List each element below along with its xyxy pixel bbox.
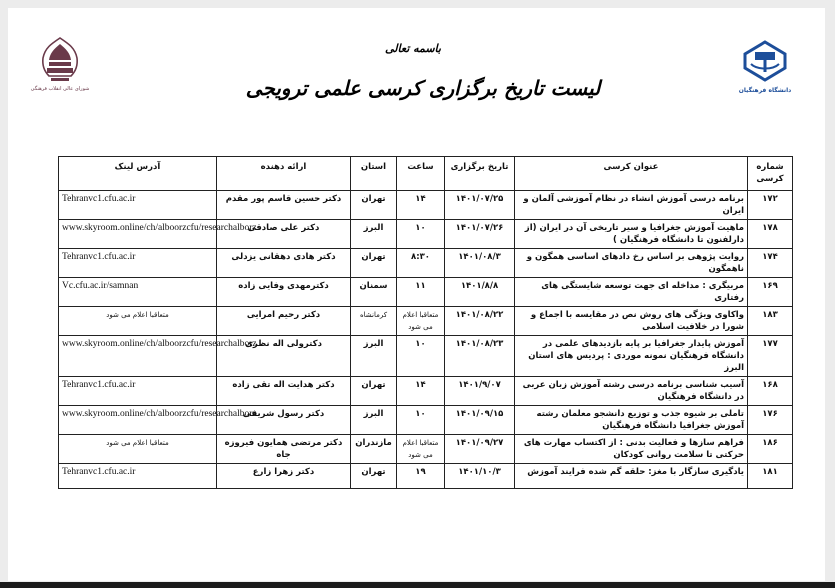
cell-number: ۱۷۶ [748,406,793,435]
cell-number: ۱۶۹ [748,278,793,307]
cell-title: فراهم سازها و فعالیت بدنی : از اکتساب مهارت های حرکتی تا سلامت روانی کودکان [515,435,748,464]
cell-link[interactable]: Tehranvc1.cfu.ac.ir [59,191,217,220]
cell-date: ۱۴۰۱/۰۷/۲۵ [445,191,515,220]
cell-number: ۱۶۸ [748,377,793,406]
cell-time: ۸:۳۰ [397,249,445,278]
cell-time: متعاقبا اعلام می شود [397,307,445,336]
cell-title: تاملی بر شیوه جذب و توزیع دانشجو معلمان رشته آموزش جغرافیا دانشگاه فرهنگیان [515,406,748,435]
cell-link[interactable]: Tehranvc1.cfu.ac.ir [59,249,217,278]
cell-presenter: دکتر زهرا زارع [217,464,351,489]
cell-title: یادگیری سازگار با مغز: حلقه گم شده فرایند آموزش [515,464,748,489]
cell-link[interactable]: Vc.cfu.ac.ir/samnan [59,278,217,307]
cell-date: ۱۴۰۱/۰۹/۲۷ [445,435,515,464]
cell-link: متعاقبا اعلام می شود [59,307,217,336]
cell-date: ۱۴۰۱/۹/۰۷ [445,377,515,406]
table-row [59,435,793,464]
cell-title: آموزش پایدار جغرافیا بر پایه بازدیدهای علمی در دانشگاه فرهنگیان نمونه موردی : پردیس های استان البرز [515,336,748,377]
cell-province: البرز [351,220,397,249]
table-row [59,278,793,307]
cell-time: ۱۱ [397,278,445,307]
cell-number: ۱۷۲ [748,191,793,220]
cell-number: ۱۷۸ [748,220,793,249]
header-province: استان [351,157,397,191]
cell-province: سمنان [351,278,397,307]
document-page [8,8,825,581]
cell-presenter: دکتر هدایت اله تقی زاده [217,377,351,406]
table-row [59,191,793,220]
cell-time: ۱۰ [397,220,445,249]
cell-link[interactable]: www.skyroom.online/ch/alboorzcfu/researchalborz [59,220,217,249]
table-row [59,249,793,278]
cell-time: متعاقبا اعلام می شود [397,435,445,464]
cell-number: ۱۸۳ [748,307,793,336]
cell-link: متعاقبا اعلام می شود [59,435,217,464]
cell-link[interactable]: www.skyroom.online/ch/alboorzcfu/researchalborz [59,336,217,377]
cell-date: ۱۴۰۱/۰۸/۳ [445,249,515,278]
cell-date: ۱۴۰۱/۸/۸ [445,278,515,307]
cell-time: ۱۴ [397,377,445,406]
cell-presenter: دکتر مرتضی همایون فیروزه جاه [217,435,351,464]
cell-number: ۱۷۴ [748,249,793,278]
table-row [59,220,793,249]
header-title: عنوان کرسی [515,157,748,191]
cell-date: ۱۴۰۱/۰۹/۱۵ [445,406,515,435]
cell-province: کرمانشاه [351,307,397,336]
svg-text:دانشگاه فرهنگیان: دانشگاه فرهنگیان [738,87,792,94]
university-logo [738,38,792,98]
cell-province: مازندران [351,435,397,464]
basmala: باسمه تعالی [385,42,441,55]
cell-presenter: دکترمهدی وفایی زاده [217,278,351,307]
cell-title: برنامه درسی آموزش انشاء در نظام آموزشی آلمان و ایران [515,191,748,220]
header-number: شماره کرسی [748,157,793,191]
table-row [59,377,793,406]
svg-text:شورای عالی انقلاب فرهنگی: شورای عالی انقلاب فرهنگی [30,86,90,92]
table-row [59,406,793,435]
cell-province: البرز [351,336,397,377]
cell-link[interactable]: www.skyroom.online/ch/alboorzcfu/researchalborz [59,406,217,435]
header-presenter: ارائه دهنده [217,157,351,191]
cell-title: آسیب شناسی برنامه درسی رشته آموزش زبان عربی در دانشگاه فرهنگیان [515,377,748,406]
cell-number: ۱۸۶ [748,435,793,464]
table-header-row [59,157,793,191]
table-row [59,336,793,377]
cell-province: تهران [351,464,397,489]
header-time: ساعت [397,157,445,191]
table-row [59,307,793,336]
cell-date: ۱۴۰۱/۰۸/۲۳ [445,336,515,377]
cell-title: مربیگری : مداخله ای جهت توسعه شایستگی های رفتاری [515,278,748,307]
cell-number: ۱۷۷ [748,336,793,377]
cell-province: تهران [351,249,397,278]
page-title: لیست تاریخ برگزاری کرسی علمی ترویجی [245,76,601,100]
header-link: آدرس لینک [59,157,217,191]
cell-date: ۱۴۰۱/۰۸/۲۲ [445,307,515,336]
table-row [59,464,793,489]
cell-presenter: دکتر علی صادقی [217,220,351,249]
cell-presenter: دکتر رسول شریفی [217,406,351,435]
cell-time: ۱۰ [397,336,445,377]
cell-presenter: دکتر هادی دهقانی یزدلی [217,249,351,278]
schedule-table-wrapper [58,156,792,489]
schedule-table [58,156,793,489]
cell-date: ۱۴۰۱/۱۰/۳ [445,464,515,489]
header-date: تاریخ برگزاری [445,157,515,191]
cell-time: ۱۴ [397,191,445,220]
cell-presenter: دکتر رحیم امرایی [217,307,351,336]
cell-title: واکاوی ویژگی های روش نص در مقایسه با اجماع و شورا در خلافیت اسلامی [515,307,748,336]
cell-number: ۱۸۱ [748,464,793,489]
cell-province: البرز [351,406,397,435]
cell-time: ۱۹ [397,464,445,489]
cell-date: ۱۴۰۱/۰۷/۲۶ [445,220,515,249]
cell-presenter: دکتر حسین قاسم پور مقدم [217,191,351,220]
cell-link[interactable]: Tehranvc1.cfu.ac.ir [59,464,217,489]
bottom-edge-bar [0,582,835,588]
council-emblem-logo [30,36,90,96]
cell-link[interactable]: Tehranvc1.cfu.ac.ir [59,377,217,406]
cell-title: روایت پژوهی بر اساس رخ دادهای اساسی همگون و ناهمگون [515,249,748,278]
cell-province: تهران [351,377,397,406]
cell-presenter: دکترولی اله نظری [217,336,351,377]
cell-time: ۱۰ [397,406,445,435]
cell-title: ماهیت آموزش جغرافیا و سیر تاریخی آن در ایران (از دارلفنون تا دانشگاه فرهنگیان ) [515,220,748,249]
cell-province: تهران [351,191,397,220]
